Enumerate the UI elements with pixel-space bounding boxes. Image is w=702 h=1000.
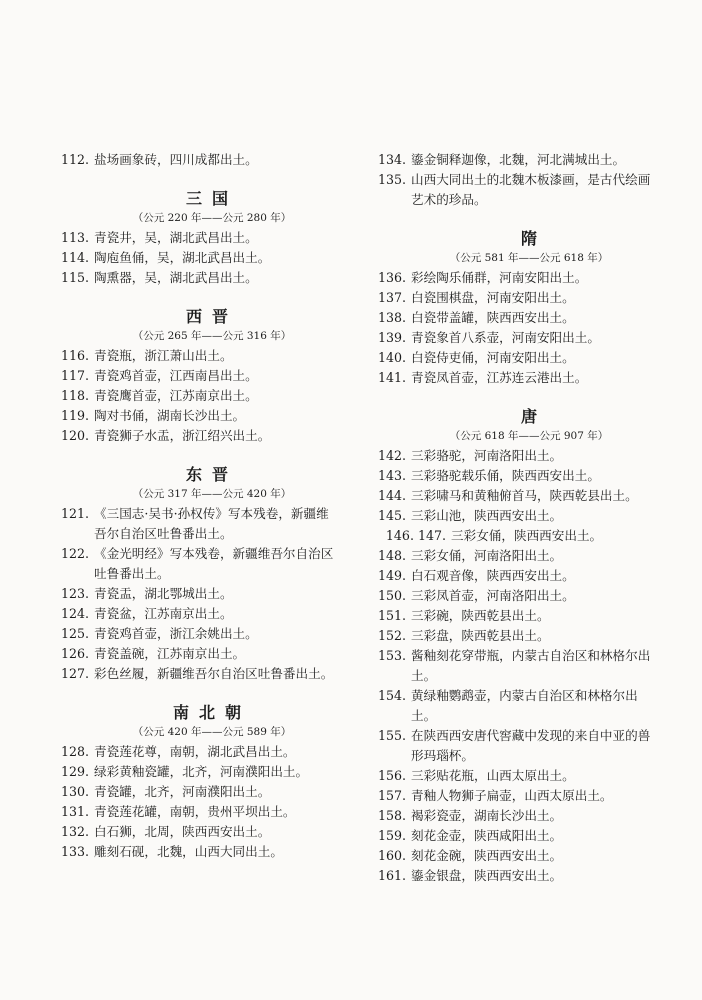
item-number: 125. — [60, 626, 89, 641]
item-number: 137. — [377, 290, 406, 305]
dynasty-heading: 东晋 — [185, 465, 238, 484]
list-item — [362, 546, 652, 566]
list-item — [362, 150, 652, 170]
list-item — [45, 386, 335, 406]
list-item — [45, 268, 335, 288]
section-gap — [362, 210, 652, 228]
item-number: 148. — [377, 548, 406, 563]
list-item — [362, 846, 652, 866]
list-item — [45, 624, 335, 644]
item-caption: 青瓷鸡首壶，江西南昌出土。 — [94, 368, 258, 383]
item-number: 153. — [377, 648, 406, 663]
item-number: 150. — [377, 588, 406, 603]
list-item — [362, 328, 652, 348]
item-number: 122. — [60, 546, 89, 561]
item-number: 146. 147. — [385, 528, 446, 543]
list-item — [362, 288, 652, 308]
list-item — [362, 786, 652, 806]
item-number: 116. — [60, 348, 89, 363]
list-item — [362, 506, 652, 526]
list-item — [362, 486, 652, 506]
dynasty-date-range: （公元 220 年——公元 280 年） — [132, 212, 292, 224]
item-number: 143. — [377, 468, 406, 483]
list-item — [45, 366, 335, 386]
right-column — [362, 150, 652, 886]
list-item — [362, 766, 652, 786]
item-caption: 陶对书俑，湖南长沙出土。 — [94, 408, 246, 423]
item-caption: 绿彩黄釉瓷罐，北齐，河南濮阳出土。 — [94, 764, 309, 779]
list-item — [45, 544, 335, 584]
item-number: 127. — [60, 666, 89, 681]
item-number: 156. — [377, 768, 406, 783]
item-number: 136. — [377, 270, 406, 285]
list-item — [45, 346, 335, 366]
item-number: 119. — [60, 408, 89, 423]
item-caption: 褐彩瓷壶，湖南长沙出土。 — [411, 808, 563, 823]
item-number: 132. — [60, 824, 89, 839]
item-caption: 白石观音像，陕西西安出土。 — [411, 568, 575, 583]
dynasty-date-range: （公元 265 年——公元 316 年） — [132, 330, 292, 342]
item-number: 114. — [60, 250, 89, 265]
item-caption: 盐场画象砖，四川成都出土。 — [94, 152, 258, 167]
item-caption: 在陕西西安唐代窖藏中发现的来自中亚的兽形玛瑙杯。 — [411, 728, 651, 763]
item-caption: 三彩碗，陕西乾县出土。 — [411, 608, 550, 623]
item-caption: 酱釉刻花穿带瓶，内蒙古自治区和林格尔出土。 — [411, 648, 651, 683]
item-caption: 青瓷罐，北齐，河南濮阳出土。 — [94, 784, 271, 799]
item-caption: 三彩骆驼，河南洛阳出土。 — [411, 448, 563, 463]
item-number: 112. — [60, 152, 89, 167]
item-number: 151. — [377, 608, 406, 623]
list-item — [45, 822, 335, 842]
item-caption: 青瓷莲花尊，南朝，湖北武昌出土。 — [94, 744, 296, 759]
list-item — [362, 586, 652, 606]
item-caption: 刻花金碗，陕西西安出土。 — [411, 848, 563, 863]
list-item — [45, 504, 335, 544]
item-caption: 青瓷井，吴，湖北武昌出土。 — [94, 230, 258, 245]
list-item — [362, 866, 652, 886]
dynasty-heading: 南北朝 — [172, 703, 251, 722]
item-number: 141. — [377, 370, 406, 385]
item-caption: 三彩骆驼载乐俑，陕西西安出土。 — [411, 468, 600, 483]
item-number: 129. — [60, 764, 89, 779]
list-item — [362, 626, 652, 646]
list-item — [45, 782, 335, 802]
item-number: 118. — [60, 388, 89, 403]
section-gap — [45, 446, 335, 464]
item-caption: 三彩贴花瓶，山西太原出土。 — [411, 768, 575, 783]
list-item — [362, 170, 652, 210]
item-number: 124. — [60, 606, 89, 621]
section-gap — [45, 684, 335, 702]
item-caption: 刻花金壶，陕西咸阳出土。 — [411, 828, 563, 843]
item-caption: 青瓷莲花罐，南朝，贵州平坝出土。 — [94, 804, 296, 819]
list-item — [45, 150, 335, 170]
dynasty-date-range: （公元 317 年——公元 420 年） — [132, 488, 292, 500]
item-number: 140. — [377, 350, 406, 365]
item-caption: 青瓷狮子水盂，浙江绍兴出土。 — [94, 428, 271, 443]
list-item — [45, 406, 335, 426]
item-caption: 彩绘陶乐俑群，河南安阳出土。 — [411, 270, 588, 285]
list-item — [45, 842, 335, 862]
dynasty-heading: 隋 — [520, 229, 537, 248]
list-item — [362, 446, 652, 466]
item-caption: 青瓷瓶，浙江萧山出土。 — [94, 348, 233, 363]
list-item — [362, 526, 652, 546]
dynasty-heading: 唐 — [520, 407, 537, 426]
item-number: 123. — [60, 586, 89, 601]
item-number: 113. — [60, 230, 89, 245]
item-caption: 青瓷鹰首壶，江苏南京出土。 — [94, 388, 258, 403]
dynasty-date-range: （公元 420 年——公元 589 年） — [132, 726, 292, 738]
item-caption: 黄绿釉鹦鹉壶，内蒙古自治区和林格尔出土。 — [411, 688, 638, 723]
item-caption: 青瓷盆，江苏南京出土。 — [94, 606, 233, 621]
dynasty-date-range: （公元 618 年——公元 907 年） — [449, 430, 609, 442]
dynasty-heading: 西晋 — [185, 307, 238, 326]
item-number: 128. — [60, 744, 89, 759]
list-item — [45, 426, 335, 446]
list-item — [45, 644, 335, 664]
item-number: 155. — [377, 728, 406, 743]
list-item — [45, 664, 335, 684]
list-item — [362, 348, 652, 368]
dynasty-date-range: （公元 581 年——公元 618 年） — [449, 252, 609, 264]
item-number: 144. — [377, 488, 406, 503]
list-item — [45, 228, 335, 248]
item-caption: 白瓷带盖罐，陕西西安出土。 — [411, 310, 575, 325]
item-number: 126. — [60, 646, 89, 661]
item-caption: 《三国志·吴书·孙权传》写本残卷，新疆维吾尔自治区吐鲁番出土。 — [94, 506, 329, 541]
list-item — [362, 308, 652, 328]
item-number: 159. — [377, 828, 406, 843]
item-caption: 彩色丝履，新疆维吾尔自治区吐鲁番出土。 — [94, 666, 334, 681]
list-item — [45, 248, 335, 268]
item-number: 160. — [377, 848, 406, 863]
item-caption: 三彩啸马和黄釉俯首马，陕西乾县出土。 — [411, 488, 638, 503]
list-item — [362, 268, 652, 288]
item-caption: 青瓷盖碗，江苏南京出土。 — [94, 646, 246, 661]
item-caption: 青瓷象首八系壶，河南安阳出土。 — [411, 330, 600, 345]
item-number: 138. — [377, 310, 406, 325]
item-caption: 青瓷凤首壶，江苏连云港出土。 — [411, 370, 588, 385]
left-column — [45, 150, 335, 862]
item-caption: 三彩盘，陕西乾县出土。 — [411, 628, 550, 643]
section-gap — [45, 288, 335, 306]
item-number: 133. — [60, 844, 89, 859]
item-caption: 白石狮，北周，陕西西安出土。 — [94, 824, 271, 839]
item-number: 134. — [377, 152, 406, 167]
list-item — [362, 368, 652, 388]
item-number: 121. — [60, 506, 89, 521]
item-number: 135. — [377, 172, 406, 187]
item-number: 131. — [60, 804, 89, 819]
item-number: 161. — [377, 868, 406, 883]
item-caption: 青瓷鸡首壶，浙江余姚出土。 — [94, 626, 258, 641]
item-caption: 三彩凤首壶，河南洛阳出土。 — [411, 588, 575, 603]
list-item — [45, 584, 335, 604]
section-gap — [362, 388, 652, 406]
list-item — [45, 742, 335, 762]
list-item — [45, 762, 335, 782]
item-number: 142. — [377, 448, 406, 463]
list-item — [362, 606, 652, 626]
item-caption: 陶熏器，吴，湖北武昌出土。 — [94, 270, 258, 285]
item-caption: 山西大同出土的北魏木板漆画，是古代绘画艺术的珍品。 — [411, 172, 651, 207]
item-number: 149. — [377, 568, 406, 583]
item-caption: 青釉人物狮子扁壶，山西太原出土。 — [411, 788, 613, 803]
item-number: 152. — [377, 628, 406, 643]
item-number: 139. — [377, 330, 406, 345]
item-caption: 三彩女俑，陕西西安出土。 — [451, 528, 603, 543]
item-number: 157. — [377, 788, 406, 803]
item-number: 130. — [60, 784, 89, 799]
item-number: 117. — [60, 368, 89, 383]
item-caption: 三彩山池，陕西西安出土。 — [411, 508, 563, 523]
section-gap — [45, 170, 335, 188]
item-caption: 陶庖鱼俑，吴，湖北武昌出土。 — [94, 250, 271, 265]
list-item — [45, 802, 335, 822]
item-caption: 三彩女俑，河南洛阳出土。 — [411, 548, 563, 563]
list-item — [362, 806, 652, 826]
item-caption: 雕刻石砚，北魏，山西大同出土。 — [94, 844, 283, 859]
item-number: 158. — [377, 808, 406, 823]
list-item — [362, 646, 652, 686]
list-item — [45, 604, 335, 624]
list-item — [362, 566, 652, 586]
dynasty-heading: 三国 — [185, 189, 238, 208]
list-item — [362, 826, 652, 846]
item-number: 120. — [60, 428, 89, 443]
item-caption: 青瓷盂，湖北鄂城出土。 — [94, 586, 233, 601]
item-number: 115. — [60, 270, 89, 285]
list-item — [362, 686, 652, 726]
list-item — [362, 466, 652, 486]
item-number: 154. — [377, 688, 406, 703]
item-caption: 白瓷围棋盘，河南安阳出土。 — [411, 290, 575, 305]
item-number: 145. — [377, 508, 406, 523]
list-item — [362, 726, 652, 766]
item-caption: 《金光明经》写本残卷，新疆维吾尔自治区吐鲁番出土。 — [94, 546, 334, 581]
item-caption: 白瓷侍吏俑，河南安阳出土。 — [411, 350, 575, 365]
item-caption: 鎏金银盘，陕西西安出土。 — [411, 868, 563, 883]
item-caption: 鎏金铜释迦像，北魏，河北满城出土。 — [411, 152, 626, 167]
